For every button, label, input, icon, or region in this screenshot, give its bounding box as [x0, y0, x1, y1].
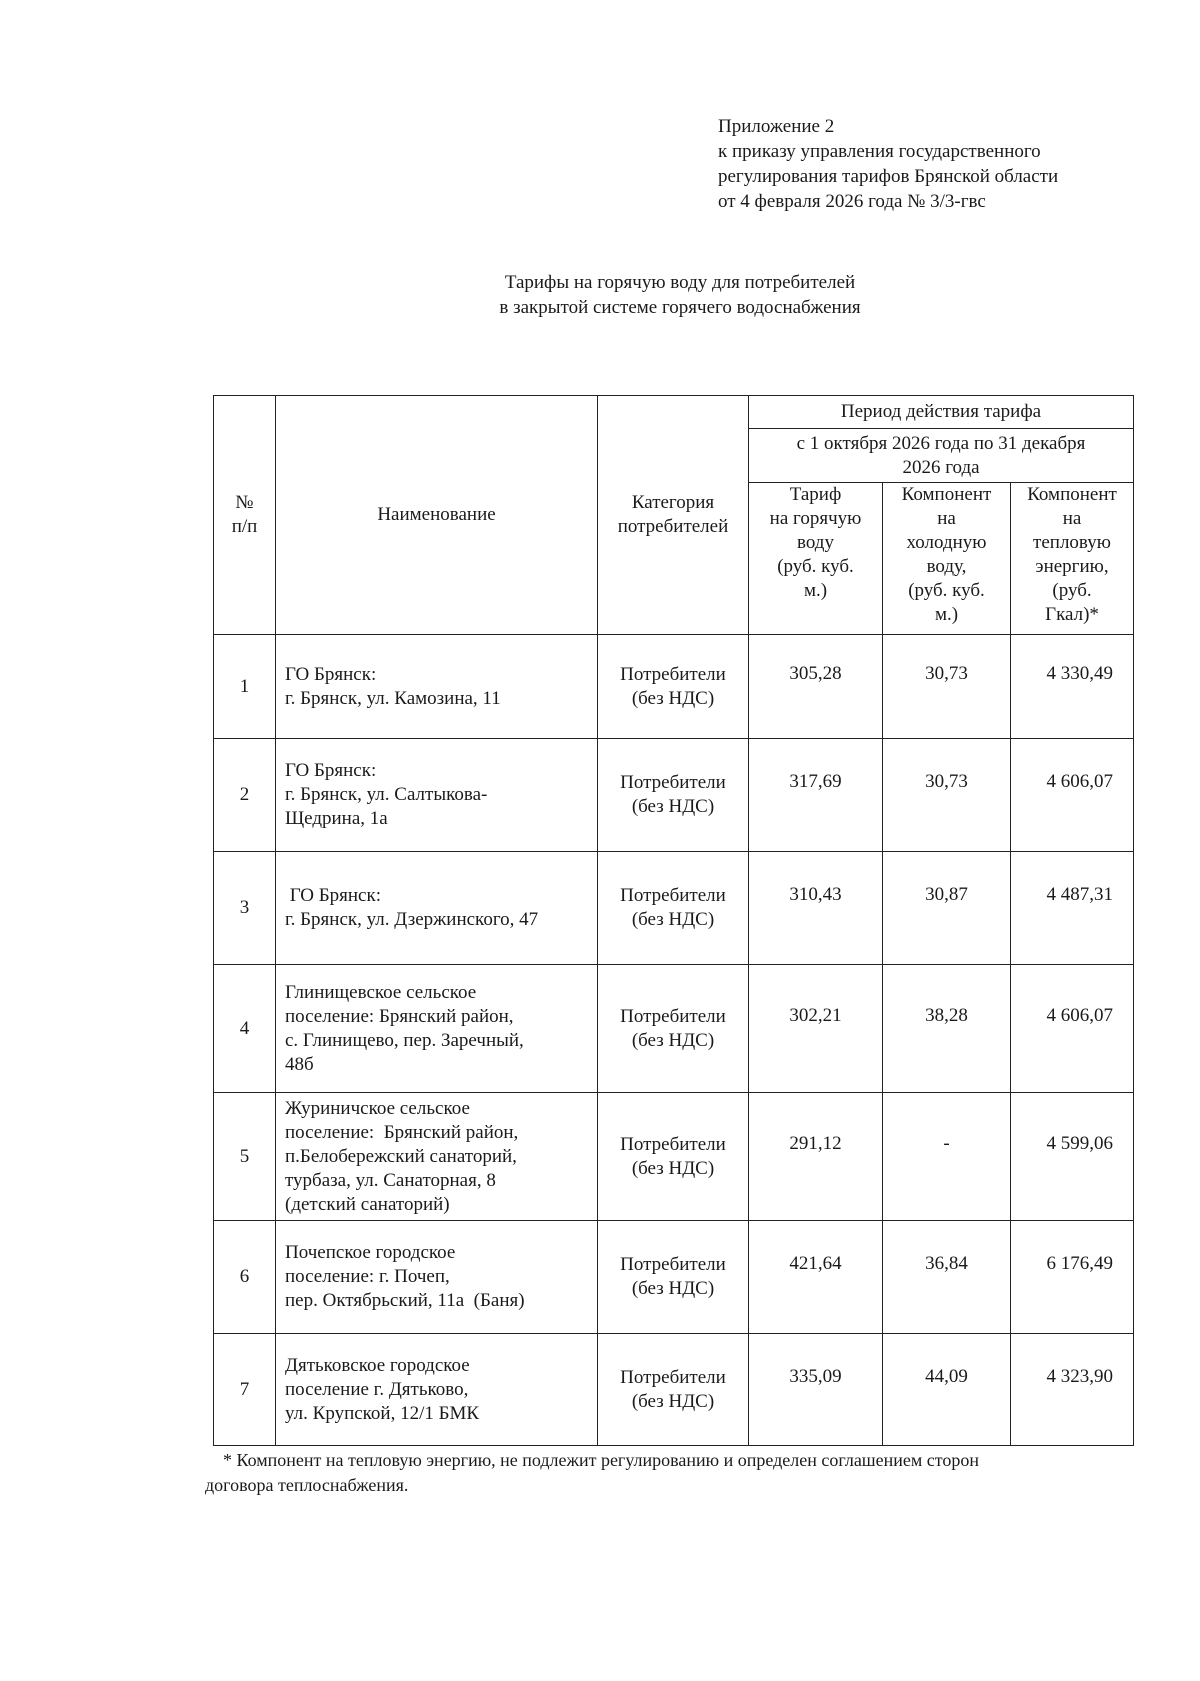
table-row: [214, 1334, 1134, 1446]
table-row: [214, 635, 1134, 739]
table-row: [214, 965, 1134, 1093]
row-category: Потребители (без НДС): [598, 635, 749, 739]
row-number: 2: [214, 739, 276, 852]
row-cold-component: 44,09: [883, 1334, 1011, 1446]
header-tariff: Тариф на горячую воду (руб. куб. м.): [749, 483, 883, 635]
row-tariff: 305,28: [749, 635, 883, 739]
row-heat-component: 4 323,90: [1011, 1334, 1134, 1446]
row-number: 6: [214, 1221, 276, 1334]
tariffs-table: [213, 395, 1134, 1446]
table-row: [214, 1093, 1134, 1221]
title-line-2: в закрытой системе горячего водоснабжения: [499, 297, 861, 318]
appendix-line: регулирования тарифов Брянской области: [718, 166, 1059, 187]
row-tariff: 310,43: [749, 852, 883, 965]
appendix-line: от 4 февраля 2026 года № 3/3-гвс: [718, 191, 986, 212]
row-cold-component: 30,73: [883, 739, 1011, 852]
row-tariff: 302,21: [749, 965, 883, 1093]
table-row: [214, 852, 1134, 965]
row-category: Потребители (без НДС): [598, 965, 749, 1093]
row-tariff: 291,12: [749, 1093, 883, 1221]
row-name: Журиничское сельское поселение: Брянский район, п.Белобережский санаторий, турбаза, ул. Санаторная, 8 (детский санаторий): [276, 1093, 598, 1221]
footnote-line-1: * Компонент на тепловую энергию, не подлежит регулированию и определен соглашением сторон: [223, 1450, 980, 1470]
row-name: Дятьковское городское поселение г. Дятьково, ул. Крупской, 12/1 БМК: [276, 1334, 598, 1446]
row-category: Потребители (без НДС): [598, 739, 749, 852]
row-tariff: 335,09: [749, 1334, 883, 1446]
row-cold-component: 30,87: [883, 852, 1011, 965]
row-tariff: 317,69: [749, 739, 883, 852]
header-category: Категория потребителей: [598, 396, 749, 635]
row-name: Глинищевское сельское поселение: Брянский район, с. Глинищево, пер. Заречный, 48б: [276, 965, 598, 1093]
appendix-line: к приказу управления государственного: [718, 141, 1041, 162]
row-cold-component: 30,73: [883, 635, 1011, 739]
row-heat-component: 4 606,07: [1011, 965, 1134, 1093]
row-cold-component: 36,84: [883, 1221, 1011, 1334]
title-line-1: Тарифы на горячую воду для потребителей: [504, 272, 856, 293]
row-number: 4: [214, 965, 276, 1093]
header-period-range: с 1 октября 2026 года по 31 декабря 2026 года: [749, 429, 1134, 483]
row-cold-component: 38,28: [883, 965, 1011, 1093]
row-heat-component: 4 599,06: [1011, 1093, 1134, 1221]
row-number: 5: [214, 1093, 276, 1221]
row-cold-component: -: [883, 1093, 1011, 1221]
header-number: № п/п: [214, 396, 276, 635]
footnote: [205, 1448, 1155, 1498]
row-name: ГО Брянск: г. Брянск, ул. Камозина, 11: [276, 635, 598, 739]
table-row: [214, 1221, 1134, 1334]
row-heat-component: 4 606,07: [1011, 739, 1134, 852]
row-heat-component: 4 487,31: [1011, 852, 1134, 965]
row-number: 7: [214, 1334, 276, 1446]
row-number: 1: [214, 635, 276, 739]
row-name: ГО Брянск: г. Брянск, ул. Дзержинского, 47: [276, 852, 598, 965]
header-cold-component: Компонент на холодную воду, (руб. куб. м.): [883, 483, 1011, 635]
row-category: Потребители (без НДС): [598, 1334, 749, 1446]
row-name: ГО Брянск: г. Брянск, ул. Салтыкова- Щедрина, 1а: [276, 739, 598, 852]
document-title: [300, 270, 1060, 320]
row-category: Потребители (без НДС): [598, 1093, 749, 1221]
row-number: 3: [214, 852, 276, 965]
row-tariff: 421,64: [749, 1221, 883, 1334]
row-heat-component: 4 330,49: [1011, 635, 1134, 739]
appendix-block: [718, 114, 1158, 214]
header-row-1: [214, 396, 1134, 429]
row-category: Потребители (без НДС): [598, 1221, 749, 1334]
appendix-line: Приложение 2: [718, 116, 835, 137]
header-heat-component: Компонент на тепловую энергию, (руб. Гкал)*: [1011, 483, 1134, 635]
row-name: Почепское городское поселение: г. Почеп, пер. Октябрьский, 11а (Баня): [276, 1221, 598, 1334]
header-period: Период действия тарифа: [749, 396, 1134, 429]
header-name: Наименование: [276, 396, 598, 635]
row-category: Потребители (без НДС): [598, 852, 749, 965]
footnote-line-2: договора теплоснабжения.: [205, 1475, 409, 1495]
row-heat-component: 6 176,49: [1011, 1221, 1134, 1334]
table-row: [214, 739, 1134, 852]
